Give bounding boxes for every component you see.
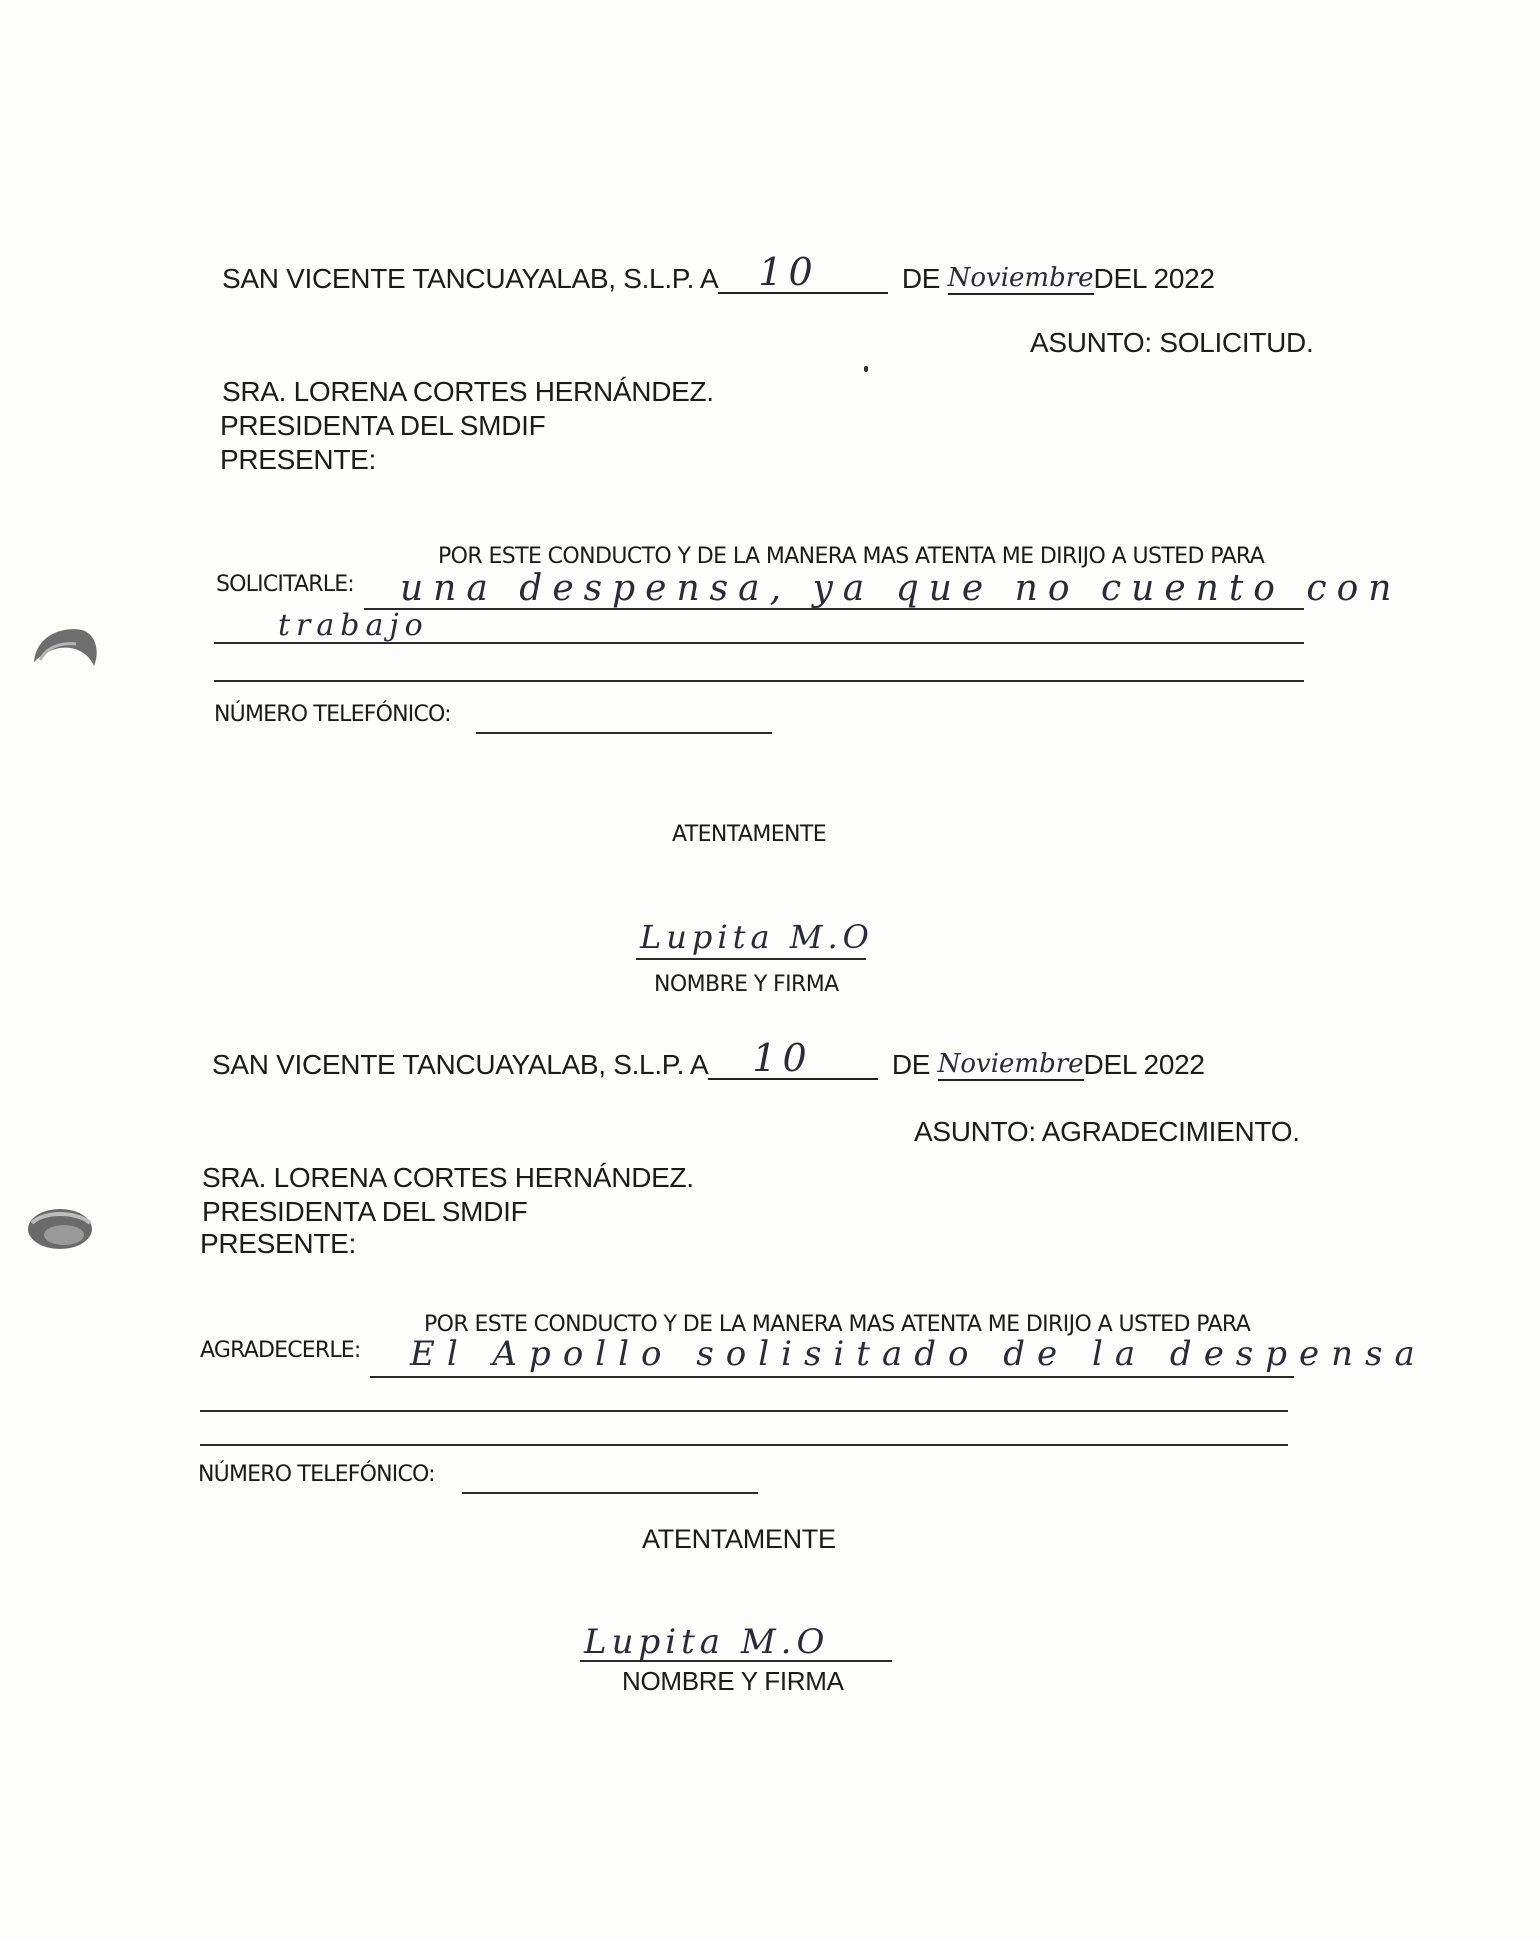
letter2-thanks-line-1	[370, 1376, 1294, 1378]
letter1-signature-line	[636, 958, 866, 960]
punch-hole-top	[30, 622, 102, 670]
ink-speck	[864, 366, 868, 372]
letter1-phone-label: NÚMERO TELEFÓNICO:	[214, 702, 451, 727]
letter2-signature-line	[580, 1660, 892, 1662]
letter1-place: SAN VICENTE TANCUAYALAB, S.L.P. A	[222, 263, 719, 294]
letter1-request-text-1: una despensa, ya que no cuento con	[400, 568, 1402, 609]
letter1-month: Noviembre	[947, 263, 1094, 293]
letter2-year: DEL 2022	[1083, 1049, 1205, 1080]
letter1-intro: POR ESTE CONDUCTO Y DE LA MANERA MAS ATENTA ME DIRIJO A USTED PARA	[438, 544, 1265, 569]
letter2-day: 10	[752, 1036, 813, 1080]
letter2-thanks-line-2	[200, 1410, 1288, 1412]
letter1-request-line-3	[214, 680, 1304, 682]
letter1-day-field	[718, 250, 888, 294]
letter1-request-text-2: trabajo	[278, 608, 429, 643]
letter2-thanks-text-1: El Apollo solisitado de la despensa	[410, 1334, 1427, 1374]
letter2-date-line	[212, 1036, 1205, 1081]
letter2-thanks-label: AGRADECERLE:	[200, 1338, 361, 1363]
letter2-day-field	[708, 1036, 878, 1080]
letter2-subject: ASUNTO: AGRADECIMIENTO.	[914, 1116, 1300, 1147]
letter2-intro: POR ESTE CONDUCTO Y DE LA MANERA MAS ATENTA ME DIRIJO A USTED PARA	[424, 1312, 1251, 1337]
letter1-subject: ASUNTO: SOLICITUD.	[1030, 327, 1314, 358]
letter1-closing: ATENTAMENTE	[672, 822, 826, 847]
letter2-signature: Lupita M.O	[584, 1622, 830, 1662]
letter2-phone-line	[462, 1492, 758, 1494]
punch-hole-bottom	[24, 1205, 96, 1253]
letter2-recipient: SRA. LORENA CORTES HERNÁNDEZ.	[202, 1162, 694, 1193]
letter1-request-label: SOLICITARLE:	[216, 572, 354, 597]
letter1-signature-label: NOMBRE Y FIRMA	[654, 972, 839, 997]
letter1-phone-line	[476, 732, 772, 734]
letter2-place: SAN VICENTE TANCUAYALAB, S.L.P. A	[212, 1049, 709, 1080]
letter2-phone-label: NÚMERO TELEFÓNICO:	[198, 1462, 435, 1487]
letter1-signature: Lupita M.O	[640, 918, 874, 956]
letter2-month: Noviembre	[937, 1049, 1084, 1079]
letter1-de: DE	[901, 263, 941, 294]
letter1-day: 10	[758, 250, 819, 294]
letter1-date-line	[222, 250, 1215, 295]
letter2-thanks-line-3	[200, 1444, 1288, 1446]
letter2-present: PRESENTE:	[200, 1228, 357, 1259]
letter1-present: PRESENTE:	[220, 444, 377, 475]
letter1-recipient: SRA. LORENA CORTES HERNÁNDEZ.	[222, 376, 714, 407]
letter1-position: PRESIDENTA DEL SMDIF	[220, 410, 546, 441]
letter1-year: DEL 2022	[1093, 263, 1215, 294]
letter2-signature-label: NOMBRE Y FIRMA	[622, 1666, 844, 1696]
letter2-position: PRESIDENTA DEL SMDIF	[202, 1196, 528, 1227]
letter2-closing: ATENTAMENTE	[642, 1524, 836, 1554]
letter2-de: DE	[891, 1049, 931, 1080]
